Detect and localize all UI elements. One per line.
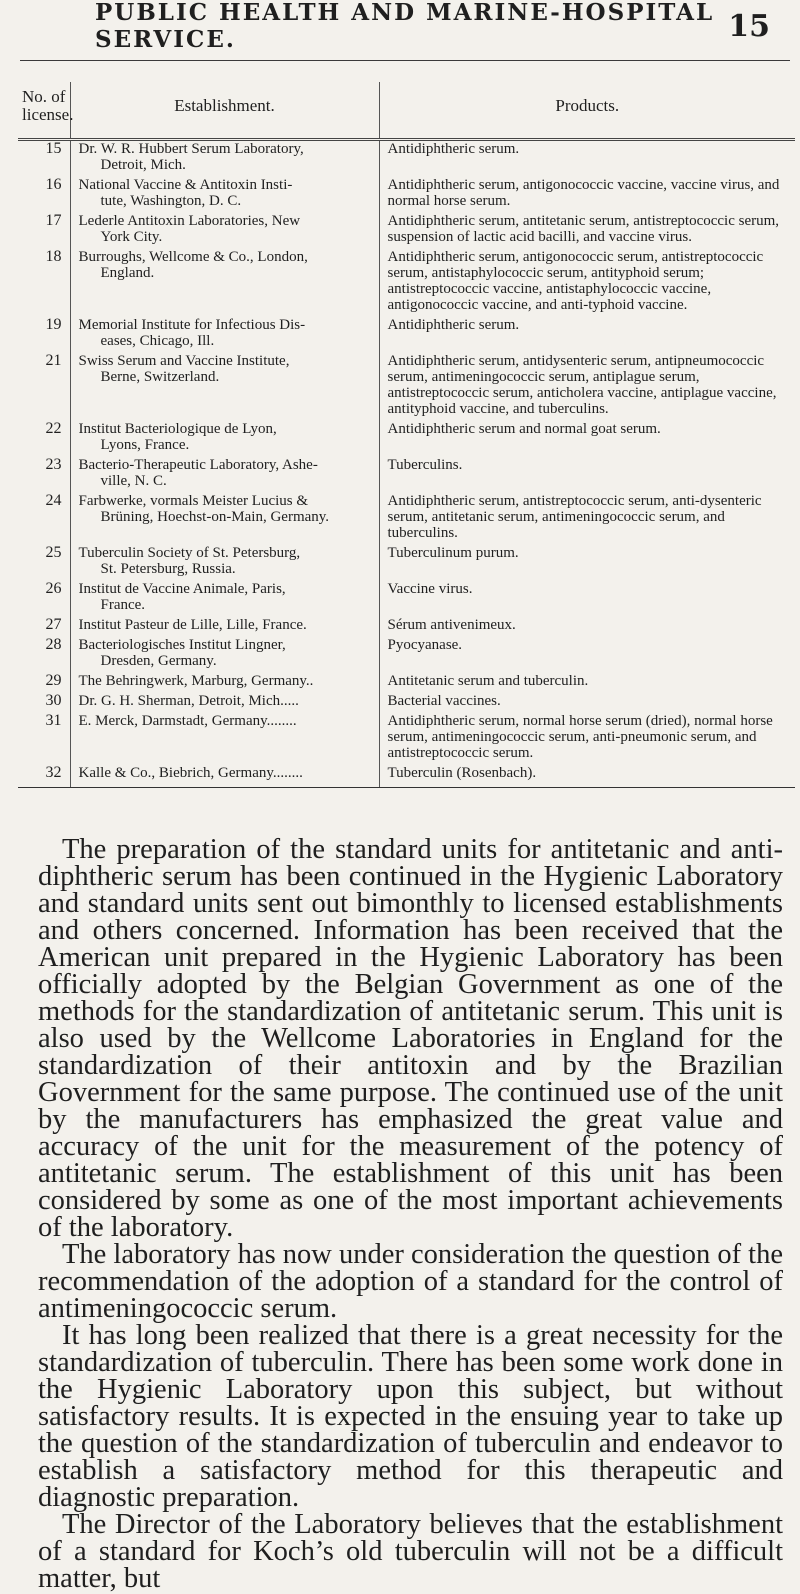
license-number: 16 bbox=[45, 176, 62, 193]
establishment-cell bbox=[70, 140, 379, 178]
establishment-line: Tuberculin Society of St. Petersburg, bbox=[78, 545, 301, 561]
establishment-line: York City. bbox=[100, 229, 163, 245]
establishment-line: Institut de Vaccine Animale, Paris, bbox=[78, 581, 286, 597]
license-number: 26 bbox=[45, 580, 62, 597]
products-cell: Pyocyanase. bbox=[379, 637, 795, 673]
establishment-line: Kalle & Co., Biebrich, Germany........ bbox=[78, 765, 303, 781]
license-number: 17 bbox=[45, 212, 62, 229]
body-paragraph: The Director of the Laboratory believes that the establishment of a standard for Koch’s old tuberculin will not be a difficult matter, but bbox=[38, 1509, 783, 1594]
table-row bbox=[18, 765, 795, 788]
establishment-cell bbox=[70, 545, 379, 581]
establishment-line: Institut Bacteriologique de Lyon, bbox=[78, 421, 277, 437]
products-cell: Tuberculinum purum. bbox=[379, 545, 795, 581]
products-cell: Bacterial vaccines. bbox=[379, 693, 795, 713]
establishment-line: E. Merck, Darmstadt, Germany........ bbox=[78, 713, 297, 729]
license-number: 31 bbox=[45, 712, 62, 729]
establishment-cell bbox=[70, 317, 379, 353]
establishment-line: Farbwerke, vormals Meister Lucius & bbox=[78, 493, 309, 509]
establishment-line: Dr. W. R. Hubbert Serum Laboratory, bbox=[78, 141, 304, 157]
license-number: 25 bbox=[45, 544, 62, 561]
products-cell: Antidiphtheric serum. bbox=[379, 317, 795, 353]
establishment-line: Institut Pasteur de Lille, Lille, France. bbox=[78, 617, 307, 633]
establishment-line: France. bbox=[100, 597, 146, 613]
products-cell: Antidiphtheric serum, antidysenteric serum, antipneumococcic serum, antimeningococcic serum, antiplague serum, antistreptococcic serum, anticholera vaccine, antiplague vaccine, antityphoid vaccine, and tuberculins. bbox=[379, 353, 795, 421]
table-row bbox=[18, 177, 795, 213]
products-cell: Antidiphtheric serum. bbox=[379, 140, 795, 178]
establishment-line: Burroughs, Wellcome & Co., London, bbox=[78, 249, 308, 265]
license-number: 19 bbox=[45, 316, 62, 333]
column-header-establishment: Establishment. bbox=[70, 82, 379, 140]
establishment-line: Lederle Antitoxin Laboratories, New bbox=[78, 213, 301, 229]
table-row bbox=[18, 493, 795, 545]
establishment-line: Berne, Switzerland. bbox=[100, 369, 220, 385]
license-number: 15 bbox=[45, 140, 62, 157]
establishment-cell bbox=[70, 457, 379, 493]
establishment-cell bbox=[70, 213, 379, 249]
establishment-line: Swiss Serum and Vaccine Institute, bbox=[78, 353, 290, 369]
table-body bbox=[18, 140, 795, 788]
products-cell: Antidiphtheric serum, antigonococcic vaccine, vaccine virus, and normal horse serum. bbox=[379, 177, 795, 213]
products-cell: Antidiphtheric serum, antigonococcic serum, antistreptococcic serum, antistaphylococcic serum, antityphoid serum; antistreptococcic vaccine, antistaphylococcic vaccine, antigonococcic vaccine, and anti-typhoid vaccine. bbox=[379, 249, 795, 317]
products-cell: Sérum antivenimeux. bbox=[379, 617, 795, 637]
body-paragraph: It has long been realized that there is a great necessity for the standardization of tuberculin. There has been some work done in the Hygienic Laboratory upon this subject, but without satisfactory results. It is expected in the ensuing year to take up the question of the standardization of tuberculin and endeavor to establish a satisfactory method for this therapeutic and diagnostic preparation. bbox=[38, 1320, 783, 1513]
table-header-row bbox=[18, 82, 795, 140]
table-row bbox=[18, 693, 795, 713]
products-cell: Tuberculins. bbox=[379, 457, 795, 493]
establishment-cell bbox=[70, 617, 379, 637]
table-row bbox=[18, 673, 795, 693]
header-rule bbox=[20, 60, 790, 61]
establishment-cell bbox=[70, 693, 379, 713]
establishment-cell bbox=[70, 493, 379, 545]
establishment-line: Bacterio-Therapeutic Laboratory, Ashe- bbox=[78, 457, 318, 473]
establishment-line: England. bbox=[100, 265, 155, 281]
products-cell: Tuberculin (Rosenbach). bbox=[379, 765, 795, 788]
body-paragraph: The preparation of the standard units for antitetanic and anti-diphtheric serum has been continued in the Hygienic Laboratory and standard units sent out bimonthly to licensed establishments and others concerned. Information has been received that the American unit prepared in the Hygienic Laboratory has been officially adopted by the Belgian Government as one of the methods for the standardization of antitetanic serum. This unit is also used by the Wellcome Laboratories in England for the standardization of their antitoxin and by the Brazilian Government for the same purpose. The continued use of the unit by the manufacturers has emphasized the great value and accuracy of the unit for the measurement of the potency of antitetanic serum. The establishment of this unit has been considered by some as one of the most important achievements of the laboratory. bbox=[38, 834, 783, 1243]
license-number: 23 bbox=[45, 456, 62, 473]
products-cell: Antitetanic serum and tuberculin. bbox=[379, 673, 795, 693]
products-cell: Antidiphtheric serum, antitetanic serum, antistreptococcic serum, suspension of lactic acid bacilli, and vaccine virus. bbox=[379, 213, 795, 249]
table-row bbox=[18, 637, 795, 673]
establishment-line: tute, Washington, D. C. bbox=[100, 193, 242, 209]
running-head bbox=[95, 0, 770, 53]
establishment-cell bbox=[70, 581, 379, 617]
establishment-cell bbox=[70, 637, 379, 673]
table-row bbox=[18, 317, 795, 353]
license-number: 30 bbox=[45, 692, 62, 709]
products-cell: Vaccine virus. bbox=[379, 581, 795, 617]
table-row bbox=[18, 545, 795, 581]
table-row bbox=[18, 457, 795, 493]
column-header-license-no: No. of license. bbox=[18, 82, 70, 140]
establishment-cell bbox=[70, 353, 379, 421]
establishment-cell bbox=[70, 177, 379, 213]
column-header-products: Products. bbox=[379, 82, 795, 140]
license-table bbox=[18, 82, 795, 788]
establishment-line: Memorial Institute for Infectious Dis- bbox=[78, 317, 306, 333]
table-row bbox=[18, 617, 795, 637]
establishment-line: Lyons, France. bbox=[100, 437, 190, 453]
license-number: 24 bbox=[45, 492, 62, 509]
establishment-line: Dr. G. H. Sherman, Detroit, Mich..... bbox=[78, 693, 299, 709]
license-number: 22 bbox=[45, 420, 62, 437]
establishment-line: ville, N. C. bbox=[100, 473, 167, 489]
table-row bbox=[18, 213, 795, 249]
establishment-line: Dresden, Germany. bbox=[100, 653, 217, 669]
establishment-cell bbox=[70, 249, 379, 317]
table-row bbox=[18, 421, 795, 457]
license-number: 18 bbox=[45, 248, 62, 265]
table-row bbox=[18, 713, 795, 765]
establishment-cell bbox=[70, 765, 379, 788]
license-number: 27 bbox=[45, 616, 62, 633]
table-row bbox=[18, 353, 795, 421]
establishment-line: St. Petersburg, Russia. bbox=[100, 561, 236, 577]
license-number: 32 bbox=[18, 765, 70, 788]
license-number: 21 bbox=[45, 352, 62, 369]
products-cell: Antidiphtheric serum, antistreptococcic serum, anti-dysenteric serum, antitetanic serum, antimeningococcic serum, and tuberculins. bbox=[379, 493, 795, 545]
table-row bbox=[18, 249, 795, 317]
products-cell: Antidiphtheric serum, normal horse serum (dried), normal horse serum, antimeningococcic serum, anti-pneumonic serum, and antistreptococcic serum. bbox=[379, 713, 795, 765]
establishment-line: Brüning, Hoechst-on-Main, Germany. bbox=[100, 509, 330, 525]
establishment-cell bbox=[70, 713, 379, 765]
establishment-line: Detroit, Mich. bbox=[100, 157, 186, 173]
running-title: PUBLIC HEALTH AND MARINE-HOSPITAL SERVICE. bbox=[95, 0, 715, 53]
establishment-line: The Behringwerk, Marburg, Germany.. bbox=[78, 673, 314, 689]
body-text bbox=[38, 836, 783, 1592]
page-number: 15 bbox=[728, 8, 770, 44]
establishment-line: Bacteriologisches Institut Lingner, bbox=[78, 637, 286, 653]
products-cell: Antidiphtheric serum and normal goat serum. bbox=[379, 421, 795, 457]
establishment-cell bbox=[70, 421, 379, 457]
license-number: 29 bbox=[45, 672, 62, 689]
table-row bbox=[18, 140, 795, 178]
body-paragraph: The laboratory has now under consideration the question of the recommendation of the adoption of a standard for the control of antimeningococcic serum. bbox=[38, 1239, 784, 1324]
establishment-line: eases, Chicago, Ill. bbox=[100, 333, 215, 349]
establishment-cell bbox=[70, 673, 379, 693]
table-row bbox=[18, 581, 795, 617]
establishment-line: National Vaccine & Antitoxin Insti- bbox=[78, 177, 293, 193]
license-number: 28 bbox=[45, 636, 62, 653]
